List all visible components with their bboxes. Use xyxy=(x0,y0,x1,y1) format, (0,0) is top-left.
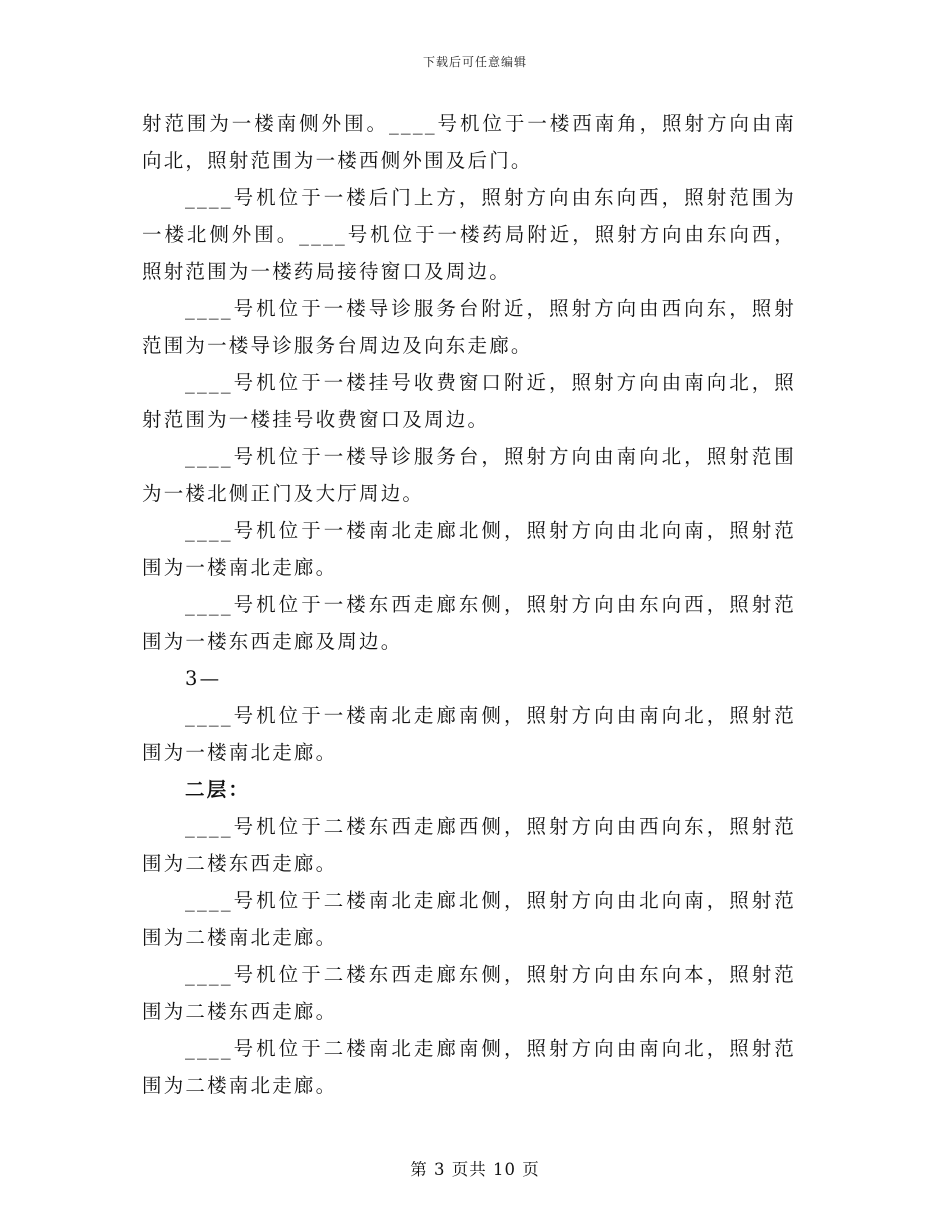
document-body xyxy=(142,105,796,1104)
section-heading: 二层： xyxy=(185,778,251,801)
page-header: 下载后可任意编辑 xyxy=(422,55,527,69)
paragraph: ____号机位于一楼后门上方，照射方向由东向西，照射范围为一楼北侧外围。____号机位于一楼药局附近，照射方向由东向西，照射范围为一楼药局接待窗口及周边。 xyxy=(142,186,796,283)
paragraph: ____号机位于一楼导诊服务台，照射方向由南向北，照射范围为一楼北侧正门及大厅周边。 xyxy=(142,445,796,505)
paragraph: ____号机位于一楼挂号收费窗口附近，照射方向由南向北，照射范围为一楼挂号收费窗口及周边。 xyxy=(142,371,796,431)
paragraph: ____号机位于二楼南北走廊北侧，照射方向由北向南，照射范围为二楼南北走廊。 xyxy=(142,889,796,949)
page-footer: 第 3 页共 10 页 xyxy=(410,1160,540,1179)
paragraph: ____号机位于一楼南北走廊北侧，照射方向由北向南，照射范围为一楼南北走廊。 xyxy=(142,519,796,579)
paragraph: ____号机位于二楼东西走廊东侧，照射方向由东向本，照射范围为二楼东西走廊。 xyxy=(142,963,796,1023)
paragraph: ____号机位于一楼东西走廊东侧，照射方向由东向西，照射范围为一楼东西走廊及周边。 xyxy=(142,593,796,653)
paragraph: ____号机位于二楼南北走廊南侧，照射方向由南向北，照射范围为二楼南北走廊。 xyxy=(142,1037,796,1097)
paragraph: ____号机位于二楼东西走廊西侧，照射方向由西向东，照射范围为二楼东西走廊。 xyxy=(142,815,796,875)
paragraph: ____号机位于一楼南北走廊南侧，照射方向由南向北，照射范围为一楼南北走廊。 xyxy=(142,704,796,764)
page-marker: 3— xyxy=(185,667,222,690)
paragraph: 射范围为一楼南侧外围。____号机位于一楼西南角，照射方向由南向北，照射范围为一楼西侧外围及后门。 xyxy=(142,112,796,172)
paragraph: ____号机位于一楼导诊服务台附近，照射方向由西向东，照射范围为一楼导诊服务台周边及向东走廊。 xyxy=(142,297,796,357)
